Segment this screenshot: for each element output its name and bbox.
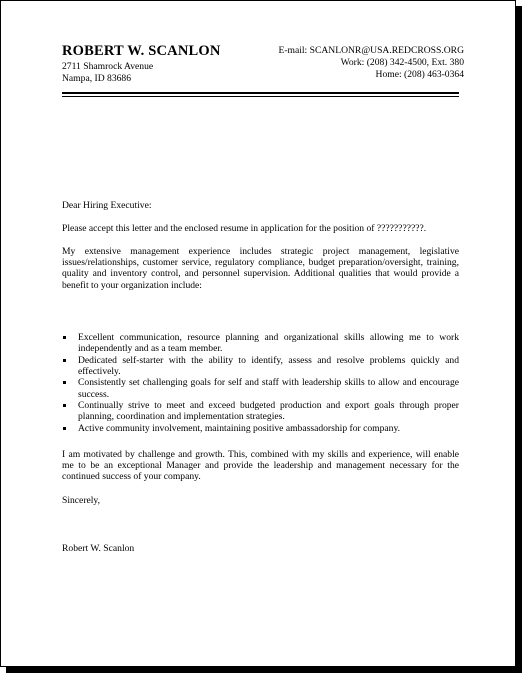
- bullet-icon: [63, 427, 66, 430]
- list-item-text: Dedicated self-starter with the ability to identify, assess and resolve problems quickly and effectively.: [78, 354, 459, 377]
- header-rule-thick: [62, 92, 459, 94]
- signature-name: Robert W. Scanlon: [62, 543, 135, 554]
- list-item-text: Consistently set challenging goals for self and staff with leadership skills to allow and encourage success.: [78, 377, 459, 400]
- contact-work-phone: Work: (208) 342-4500, Ext. 380: [340, 57, 464, 68]
- paragraph-intro: Please accept this letter and the enclosed resume in application for the position of ???????????.: [62, 223, 427, 234]
- bullet-icon: [63, 404, 66, 407]
- list-item-text: Excellent communication, resource planning and organizational skills allowing me to work independently and as a team member.: [78, 332, 459, 355]
- header-rule-thin: [62, 96, 459, 97]
- list-item-text: Active community involvement, maintaining positive ambassadorship for company.: [78, 422, 401, 434]
- page-shadow-bottom: [6, 667, 522, 673]
- contact-home-phone: Home: (208) 463-0364: [375, 69, 464, 80]
- salutation: Dear Hiring Executive:: [62, 200, 152, 211]
- address-street: 2711 Shamrock Avenue: [62, 61, 154, 72]
- bullet-icon: [63, 359, 66, 362]
- list-item: [62, 332, 459, 354]
- bullet-icon: [63, 336, 66, 339]
- list-item-text: Continually strive to meet and exceed budgeted production and export goals through proper planning, coordination and implementation strategies.: [78, 400, 459, 423]
- list-item: [62, 355, 459, 377]
- list-item: [62, 377, 459, 399]
- paragraph-experience: My extensive management experience includes strategic project management, legislative issues/relationships, customer service, regulatory compliance, budget preparation/oversight, training, quality and inventory control, and personnel supervision. Additional qualities that would provide a benefit to your organization include:: [62, 246, 459, 291]
- qualities-list: [62, 332, 459, 434]
- list-item: [62, 400, 459, 422]
- paragraph-motivation: I am motivated by challenge and growth. This, combined with my skills and experience, will enable me to be an exceptional Manager and provide the leadership and management necessary for the continued success of your company.: [62, 449, 459, 483]
- contact-email: E-mail: SCANLONR@USA.REDCROSS.ORG: [278, 45, 464, 56]
- page-shadow-right: [516, 6, 522, 673]
- sender-name: ROBERT W. SCANLON: [62, 43, 221, 59]
- closing: Sincerely,: [62, 495, 101, 506]
- list-item: [62, 423, 459, 434]
- address-city: Nampa, ID 83686: [62, 73, 132, 84]
- bullet-icon: [63, 381, 66, 384]
